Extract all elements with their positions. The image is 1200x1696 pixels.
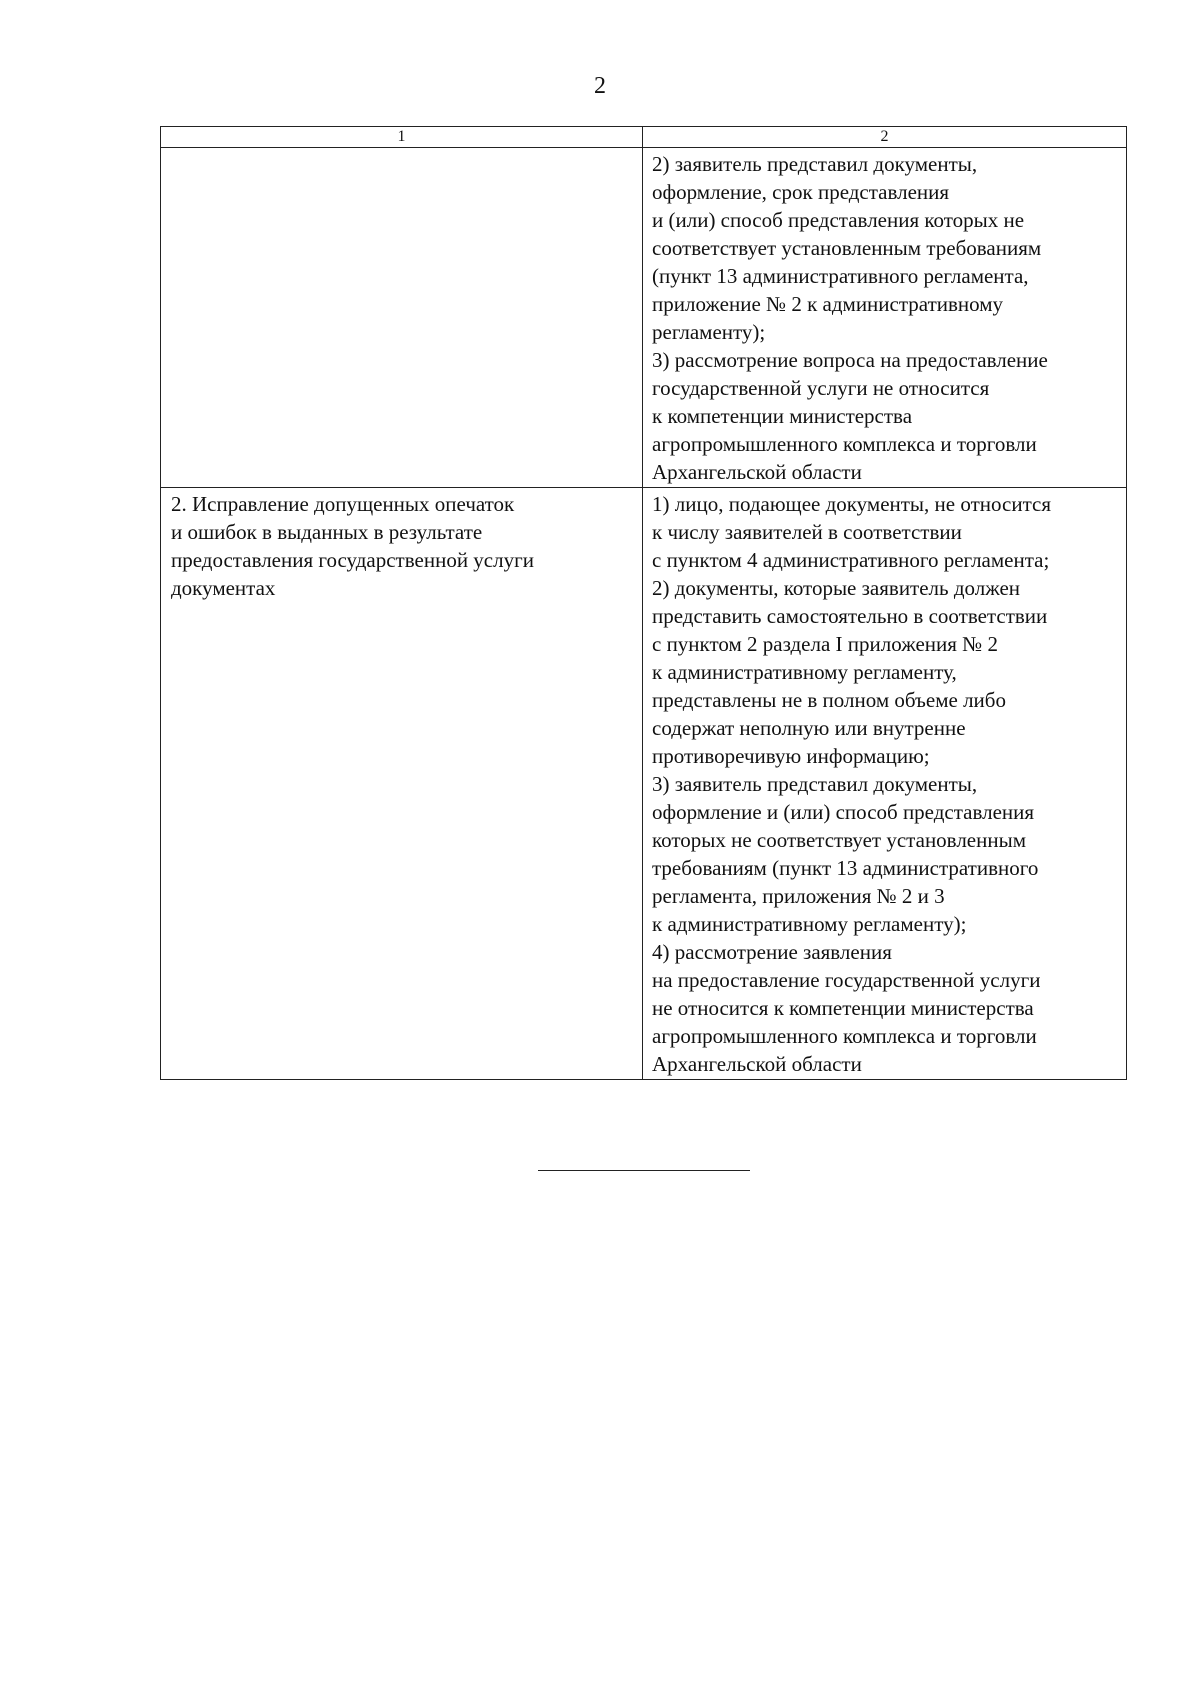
document-table: [160, 126, 1127, 1080]
end-of-document-rule: [538, 1170, 750, 1171]
page-number: 2: [594, 73, 606, 99]
table-cell-refusal-grounds: 2) заявитель представил документы, оформление, срок представления и (или) способ представления которых не соответствует установленным требованиям (пункт 13 административного регламента, приложение № 2 к административному регламенту); 3) рассмотрение вопроса на предоставление государственной услуги не относится к компетенции министерства агропромышленного комплекса и торговли Архангельской области: [643, 148, 1127, 488]
table-row: [161, 148, 1127, 488]
table-header-row: [161, 127, 1127, 148]
column-number-2: 2: [643, 127, 1127, 148]
table-row: [161, 488, 1127, 1080]
table-cell-service: [161, 148, 643, 488]
table-cell-service: 2. Исправление допущенных опечаток и ошибок в выданных в результате предоставления государственной услуги документах: [161, 488, 643, 1080]
table-header: [161, 127, 1127, 148]
table-cell-refusal-grounds: 1) лицо, подающее документы, не относится к числу заявителей в соответствии с пунктом 4 административного регламента; 2) документы, которые заявитель должен представить самостоятельно в соответствии с пунктом 2 раздела I приложения № 2 к административному регламенту, представлены не в полном объеме либо содержат неполную или внутренне противоречивую информацию; 3) заявитель представил документы, оформление и (или) способ представления которых не соответствует установленным требованиям (пункт 13 административного регламента, приложения № 2 и 3 к административному регламенту); 4) рассмотрение заявления на предоставление государственной услуги не относится к компетенции министерства агропромышленного комплекса и торговли Архангельской области: [643, 488, 1127, 1080]
column-number-1: 1: [161, 127, 643, 148]
